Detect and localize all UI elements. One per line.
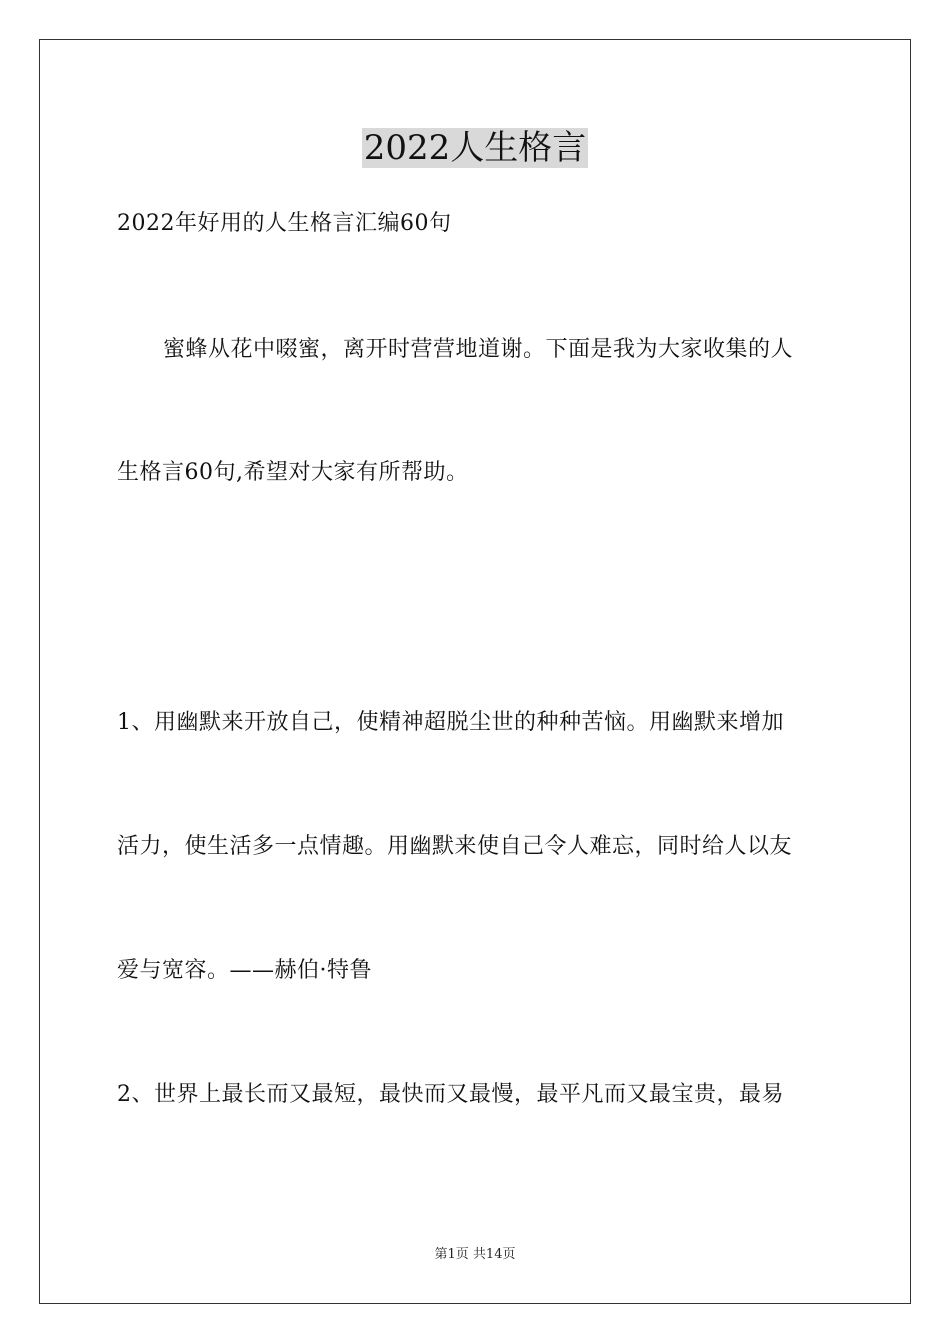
quote-2-line-1: 2、世界上最长而又最短，最快而又最慢，最平凡而又最宝贵，最易 bbox=[117, 1082, 784, 1107]
document-title bbox=[0, 126, 950, 170]
intro-paragraph-line-2: 生格言60句,希望对大家有所帮助。 bbox=[117, 460, 469, 485]
quote-1-line-3: 爱与宽容。——赫伯·特鲁 bbox=[117, 958, 372, 983]
quote-1-line-1: 1、用幽默来开放自己，使精神超脱尘世的种种苦恼。用幽默来增加 bbox=[117, 710, 784, 735]
quote-1-line-2: 活力，使生活多一点情趣。用幽默来使自己令人难忘，同时给人以友 bbox=[117, 834, 793, 859]
page-number-footer: 第1页 共14页 bbox=[434, 1247, 516, 1262]
document-title-text: 2022人生格言 bbox=[363, 128, 587, 168]
intro-paragraph-line-1: 蜜蜂从花中啜蜜，离开时营营地道谢。下面是我为大家收集的人 bbox=[163, 337, 794, 362]
subtitle-line: 2022年好用的人生格言汇编60句 bbox=[117, 211, 452, 236]
